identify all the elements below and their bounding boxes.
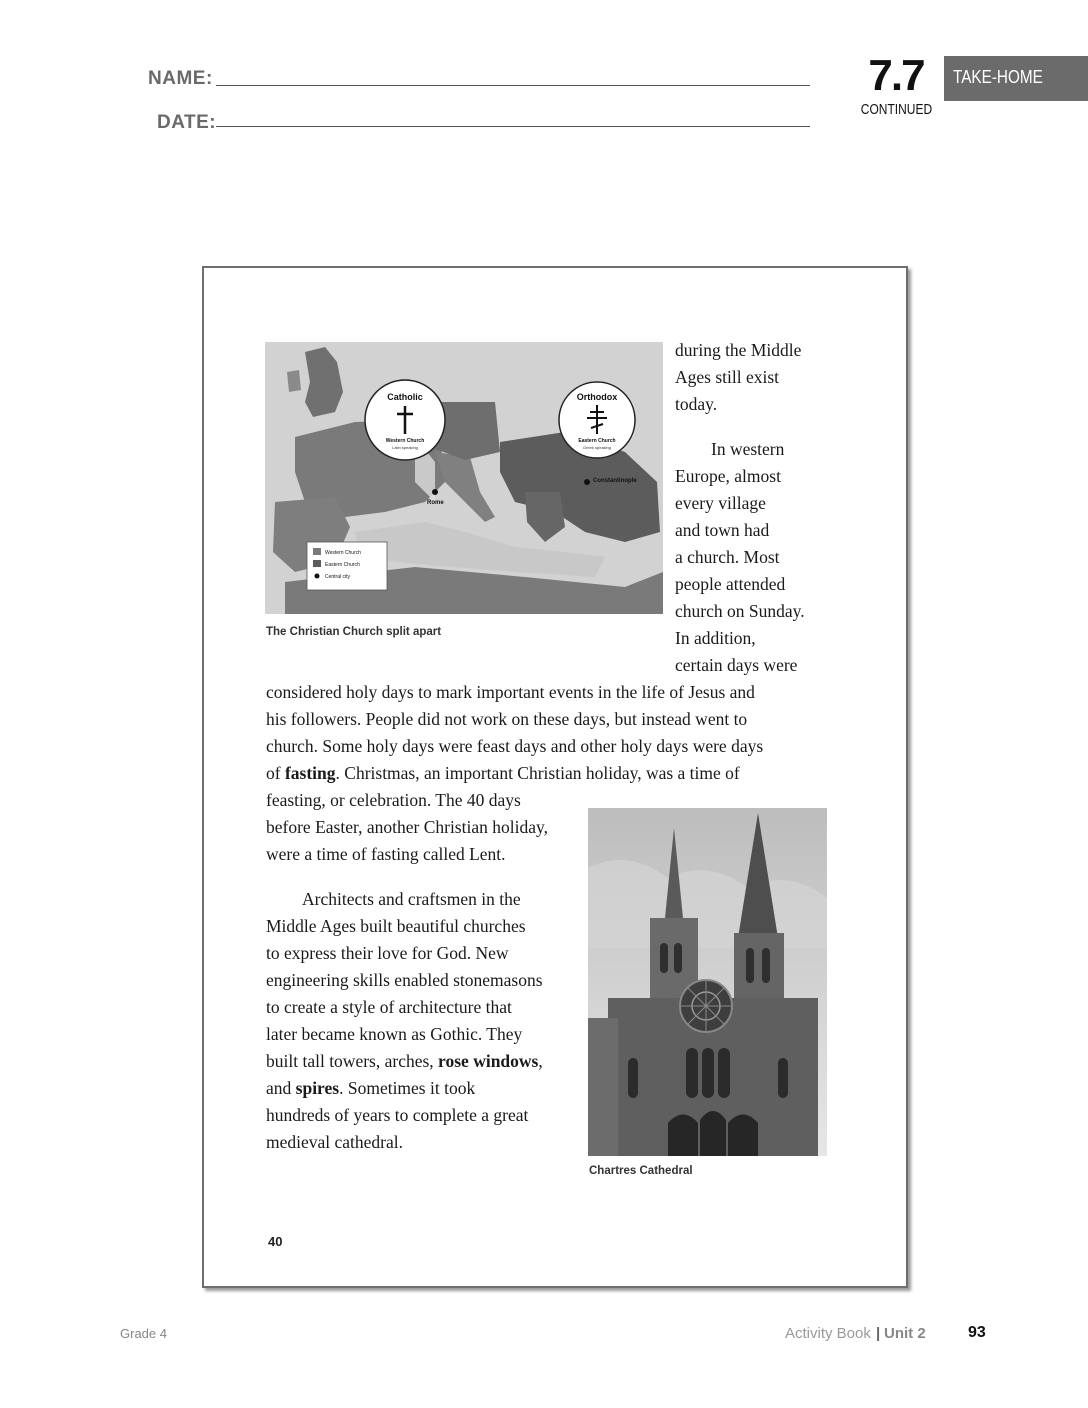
text-line bbox=[266, 1078, 475, 1099]
date-line[interactable] bbox=[216, 126, 810, 127]
text-line: In western bbox=[711, 439, 785, 459]
text-line: certain days were bbox=[675, 655, 798, 675]
text-line: later became known as Gothic. They bbox=[266, 1024, 523, 1044]
text-line: Middle Ages built beautiful churches bbox=[266, 916, 526, 936]
cathedral-graphic bbox=[588, 808, 827, 1156]
portal bbox=[668, 1115, 698, 1157]
text-line: a church. Most bbox=[675, 547, 780, 567]
map-legend bbox=[307, 542, 387, 590]
portal bbox=[728, 1115, 758, 1157]
text-line: church. Some holy days were feast days and other holy days were days bbox=[266, 736, 764, 756]
text-line bbox=[266, 763, 740, 784]
orthodox-sub: Eastern Church bbox=[578, 438, 616, 444]
map-caption: The Christian Church split apart bbox=[266, 626, 442, 638]
take-home-label: TAKE-HOME bbox=[953, 67, 1043, 87]
text-line: every village bbox=[675, 493, 766, 513]
text-line: In addition, bbox=[675, 628, 756, 648]
text-line: to express their love for God. New bbox=[266, 943, 509, 963]
footer-separator: | bbox=[876, 1325, 881, 1342]
photo-caption: Chartres Cathedral bbox=[589, 1165, 693, 1177]
orthodox-sub2: Greek speaking bbox=[582, 445, 612, 450]
ireland-shape bbox=[287, 370, 301, 392]
map-graphic bbox=[265, 342, 663, 614]
vocab-spires: spires bbox=[295, 1078, 340, 1098]
text-run: of bbox=[266, 763, 285, 783]
text-line: hundreds of years to complete a great bbox=[266, 1105, 529, 1125]
portal bbox=[700, 1111, 726, 1156]
orthodox-callout bbox=[559, 382, 635, 458]
text-line: feasting, or celebration. The 40 days bbox=[266, 790, 521, 810]
text-line: and town had bbox=[675, 520, 770, 540]
text-run: . Christmas, an important Christian holiday, was a time of bbox=[335, 763, 740, 783]
text-line: engineering skills enabled stonemasons bbox=[266, 970, 543, 990]
orthodox-label: Orthodox bbox=[576, 392, 618, 402]
name-line[interactable] bbox=[216, 85, 810, 86]
text-run: . Sometimes it took bbox=[339, 1078, 476, 1098]
text-line: were a time of fasting called Lent. bbox=[266, 844, 506, 864]
inner-page-number: 40 bbox=[268, 1234, 283, 1249]
continued-label: CONTINUED bbox=[860, 101, 933, 118]
text-line: Europe, almost bbox=[675, 466, 781, 486]
text-run: built tall towers, arches, bbox=[266, 1051, 439, 1071]
text-line bbox=[266, 1051, 543, 1072]
text-line: during the Middle bbox=[675, 340, 802, 360]
constantinople-label: Constantinople bbox=[593, 478, 637, 484]
name-label: NAME: bbox=[148, 68, 213, 89]
legend-western: Western Church bbox=[325, 550, 362, 556]
unit-label: Unit 2 bbox=[884, 1325, 926, 1342]
catholic-sub: Western Church bbox=[385, 438, 425, 444]
text-line: church on Sunday. bbox=[675, 601, 805, 621]
text-line: medieval cathedral. bbox=[266, 1132, 404, 1152]
catholic-label: Catholic bbox=[387, 392, 423, 402]
text-line: before Easter, another Christian holiday, bbox=[266, 817, 548, 837]
text-run: and bbox=[266, 1078, 296, 1098]
catholic-sub2: Latin speaking bbox=[392, 445, 418, 450]
date-label: DATE: bbox=[157, 112, 217, 133]
rome-dot bbox=[432, 489, 438, 495]
chartres-cathedral-photo bbox=[588, 808, 827, 1156]
church-split-map bbox=[265, 342, 663, 614]
lesson-number: 7.7 bbox=[868, 51, 924, 100]
text-line: considered holy days to mark important events in the life of Jesus and bbox=[266, 682, 755, 702]
constantinople-dot bbox=[584, 479, 590, 485]
rome-label: Rome bbox=[427, 500, 444, 506]
text-line: Ages still exist bbox=[675, 367, 780, 387]
text-run: , bbox=[538, 1051, 543, 1071]
text-line: his followers. People did not work on these days, but instead went to bbox=[266, 709, 748, 729]
page-number: 93 bbox=[968, 1324, 986, 1341]
text-line: to create a style of architecture that bbox=[266, 997, 512, 1017]
text-line: Architects and craftsmen in the bbox=[302, 889, 521, 909]
vocab-rose-windows: rose windows bbox=[438, 1051, 539, 1071]
legend-eastern: Eastern Church bbox=[325, 562, 360, 568]
book-title: Activity Book bbox=[785, 1325, 871, 1342]
text-line: people attended bbox=[675, 574, 786, 594]
text-line: today. bbox=[675, 394, 718, 414]
legend-central-city: Central city bbox=[325, 574, 351, 580]
grade-label: Grade 4 bbox=[120, 1326, 167, 1341]
take-home-tag bbox=[944, 56, 1088, 101]
vocab-fasting: fasting bbox=[284, 763, 336, 783]
